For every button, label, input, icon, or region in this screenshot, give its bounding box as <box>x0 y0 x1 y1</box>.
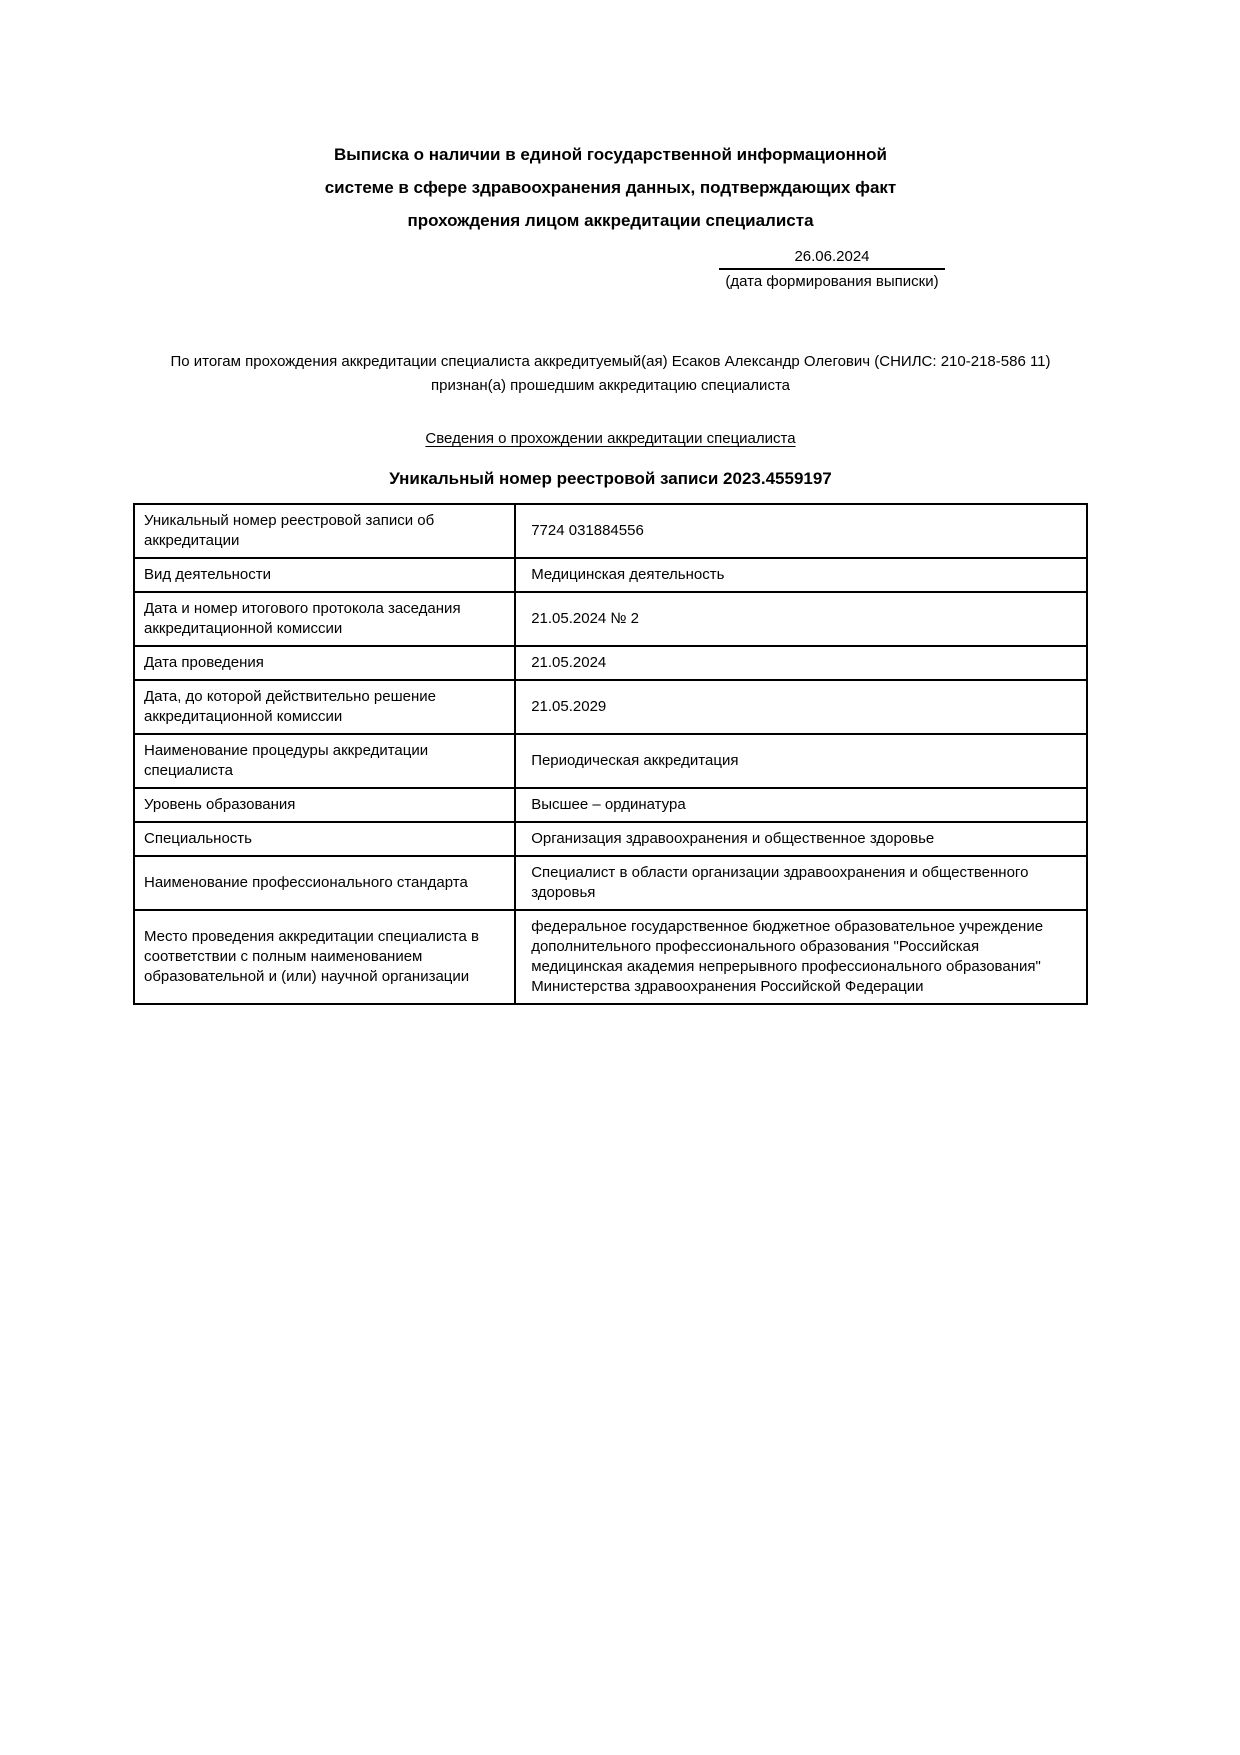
table-row <box>134 592 1087 646</box>
title-line: системе в сфере здравоохранения данных, подтверждающих факт <box>324 178 897 197</box>
intro-paragraph <box>133 350 1088 398</box>
document-content <box>133 0 1088 1005</box>
table-row <box>134 788 1087 822</box>
table-row <box>134 504 1087 558</box>
intro-line: признан(а) прошедшим аккредитацию специалиста <box>431 377 790 394</box>
row-value: Периодическая аккредитация <box>515 734 1087 788</box>
row-label: Специальность <box>134 822 515 856</box>
row-value: 7724 031884556 <box>515 504 1087 558</box>
row-label: Уникальный номер реестровой записи об аккредитации <box>134 504 515 558</box>
table-row <box>134 734 1087 788</box>
page-title <box>133 138 1088 237</box>
extract-date: 26.06.2024 <box>719 248 945 270</box>
row-label: Дата и номер итогового протокола заседания аккредитационной комиссии <box>134 592 515 646</box>
row-label: Дата проведения <box>134 646 515 680</box>
registry-record-heading: Уникальный номер реестровой записи 2023.4559197 <box>389 469 832 488</box>
row-value: Специалист в области организации здравоохранения и общественного здоровья <box>515 856 1087 910</box>
row-value: 21.05.2029 <box>515 680 1087 734</box>
row-value: Высшее – ординатура <box>515 788 1087 822</box>
row-label: Вид деятельности <box>134 558 515 592</box>
row-value: 21.05.2024 <box>515 646 1087 680</box>
accreditation-table <box>133 503 1088 1005</box>
row-label: Наименование профессионального стандарта <box>134 856 515 910</box>
extract-date-caption: (дата формирования выписки) <box>725 273 939 290</box>
section-heading: Сведения о прохождении аккредитации специалиста <box>425 430 796 447</box>
table-row <box>134 680 1087 734</box>
row-value: 21.05.2024 № 2 <box>515 592 1087 646</box>
row-value: Организация здравоохранения и общественное здоровье <box>515 822 1087 856</box>
table-row <box>134 856 1087 910</box>
title-line: прохождения лицом аккредитации специалиста <box>407 211 814 230</box>
row-label: Место проведения аккредитации специалиста в соответствии с полным наименованием образовательной и (или) научной организации <box>134 910 515 1004</box>
row-label: Уровень образования <box>134 788 515 822</box>
row-value: федеральное государственное бюджетное образовательное учреждение дополнительного профессионального образования "Российская медицинская академия непрерывного профессионального образования" Министерства здравоохранения Российской Федерации <box>515 910 1087 1004</box>
intro-line: По итогам прохождения аккредитации специалиста аккредитуемый(ая) Есаков Александр Олегович (СНИЛС: 210-218-586 11) <box>170 353 1051 370</box>
table-row <box>134 558 1087 592</box>
extract-date-block <box>719 248 945 290</box>
table-row <box>134 822 1087 856</box>
row-label: Наименование процедуры аккредитации специалиста <box>134 734 515 788</box>
title-line: Выписка о наличии в единой государственной информационной <box>334 145 887 164</box>
table-row <box>134 910 1087 1004</box>
row-value: Медицинская деятельность <box>515 558 1087 592</box>
row-label: Дата, до которой действительно решение аккредитационной комиссии <box>134 680 515 734</box>
table-row <box>134 646 1087 680</box>
